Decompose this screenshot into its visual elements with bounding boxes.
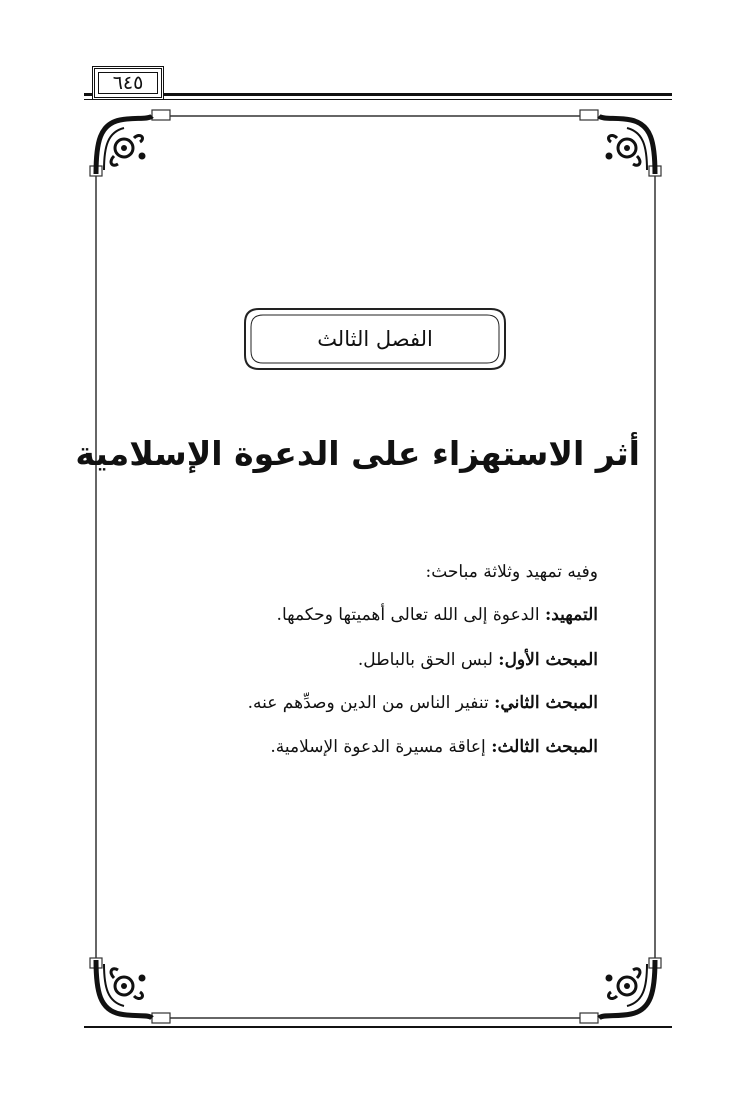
contents-item-section-3 [138,736,598,758]
contents-item-text: الدعوة إلى الله تعالى أهميتها وحكمها. [276,605,540,625]
contents-item-section-2 [138,692,598,714]
contents-item-section-1 [138,649,598,671]
page-number: ٦٤٥ [112,72,144,94]
page-number-box [92,66,164,100]
corner-ornament-top-right-icon [595,112,661,176]
corner-ornament-top-left-icon [90,112,156,176]
chapter-label: الفصل الثالث [317,327,433,351]
contents-item-intro [138,604,598,626]
corner-ornament-bottom-right-icon [595,958,661,1022]
contents-item-label: المبحث الأول: [498,650,598,670]
page-number-inner-border [98,72,158,94]
contents-item-label: المبحث الثاني: [494,693,598,713]
contents-item-label: التمهيد: [544,605,598,625]
contents-item-text: لبس الحق بالباطل. [357,650,493,670]
contents-item-label: المبحث الثالث: [491,737,598,757]
corner-ornament-bottom-left-icon [90,958,156,1022]
contents-item-text: إعاقة مسيرة الدعوة الإسلامية. [270,737,486,757]
footer-rule [84,1026,672,1028]
contents-intro: وفيه تمهيد وثلاثة مباحث: [425,562,598,582]
chapter-title: أثر الاستهزاء على الدعوة الإسلامية [75,434,640,473]
contents-item-text: تنفير الناس من الدين وصدِّهم عنه. [247,693,489,713]
